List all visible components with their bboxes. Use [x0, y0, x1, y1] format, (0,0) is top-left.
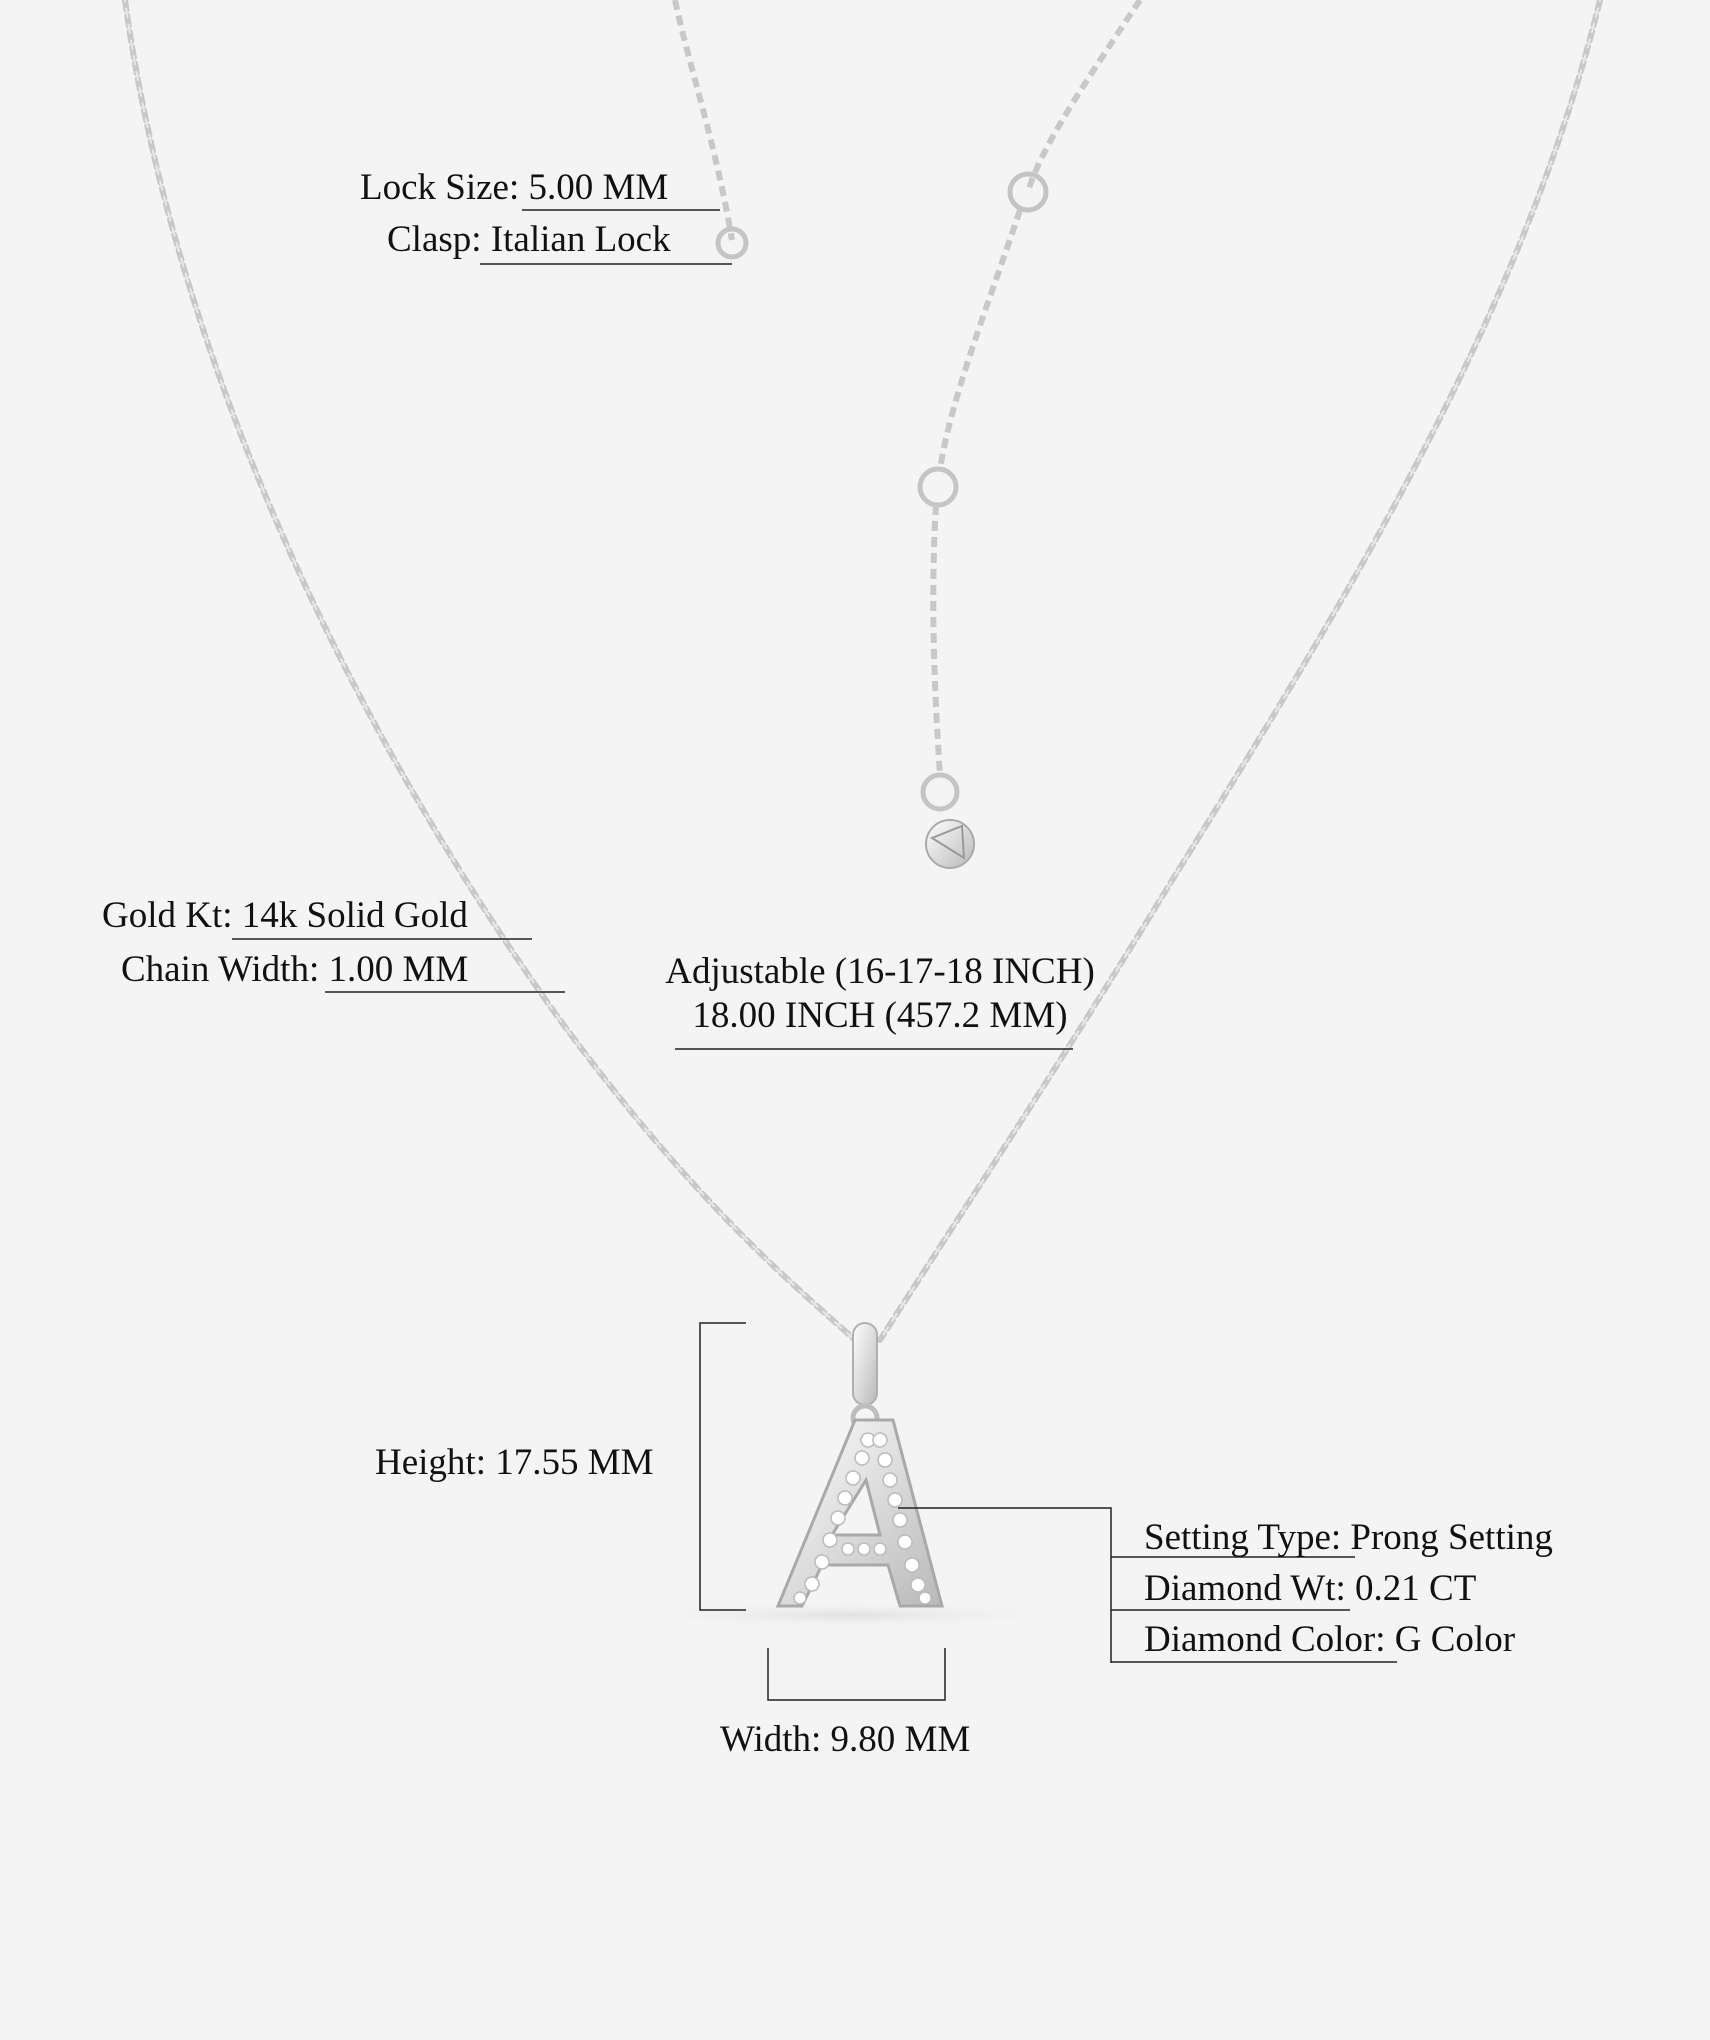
diamond-color-value: G Color: [1394, 1619, 1516, 1660]
extender-chain: [1028, 0, 1140, 192]
chain-width-spec: [121, 948, 468, 992]
clasp-label: Clasp:: [387, 219, 482, 260]
setting-type-value: Prong Setting: [1350, 1517, 1553, 1558]
lock-size-spec: [360, 166, 668, 210]
setting-type-label: Setting Type:: [1144, 1517, 1342, 1558]
diamond-color-spec: [1144, 1618, 1515, 1662]
gold-kt-label: Gold Kt:: [102, 895, 233, 936]
clasp-value: Italian Lock: [490, 219, 671, 260]
length-value: 18.00 INCH (457.2 MM): [692, 995, 1068, 1036]
pendant-bail: [853, 1323, 877, 1405]
diamond-wt-value: 0.21 CT: [1355, 1568, 1477, 1609]
height-spec: [375, 1441, 654, 1485]
extender-ring-2: [920, 469, 956, 505]
letter-a-pendant: [778, 1420, 942, 1606]
chain-right-strand: [880, 0, 1600, 1340]
width-value: 9.80 MM: [830, 1719, 971, 1760]
setting-type-spec: [1144, 1516, 1553, 1560]
length-spec: [620, 950, 1140, 1038]
clasp-chain: [675, 0, 732, 240]
diamond-wt-label: Diamond Wt:: [1144, 1568, 1346, 1609]
width-spec: [720, 1718, 970, 1762]
diamond-color-label: Diamond Color:: [1144, 1619, 1386, 1660]
height-value: 17.55 MM: [495, 1442, 654, 1483]
extender-bead: [926, 820, 974, 868]
lock-size-label: Lock Size:: [360, 167, 520, 208]
extender-ring-3: [923, 775, 957, 809]
lock-size-value: 5.00 MM: [528, 167, 669, 208]
chain-width-label: Chain Width:: [121, 949, 320, 990]
extender-ring-1: [1010, 174, 1046, 210]
gold-kt-value: 14k Solid Gold: [241, 895, 468, 936]
height-label: Height:: [375, 1442, 486, 1483]
gold-kt-spec: [102, 894, 468, 938]
chain-width-value: 1.00 MM: [328, 949, 469, 990]
length-adjustable: Adjustable (16-17-18 INCH): [665, 951, 1095, 992]
clasp-spec: [387, 218, 671, 262]
width-label: Width:: [720, 1719, 822, 1760]
diamond-wt-spec: [1144, 1567, 1476, 1611]
